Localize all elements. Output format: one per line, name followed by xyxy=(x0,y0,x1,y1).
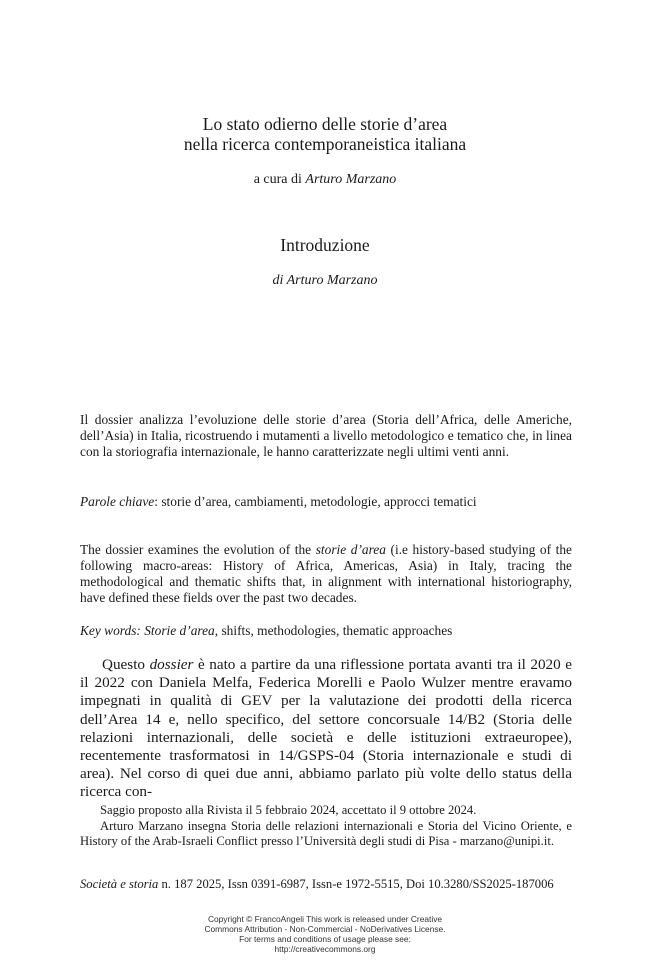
license-link[interactable]: http://creativecommons.org xyxy=(274,944,376,954)
body-text: è nato a partire da una riflessione portata avanti tra il 2020 e il 2022 con Daniela Melfa, Federica Morelli e Paolo Wulzer mentre eravamo impegnati in qualità di GEV per la valutazione dei prodotti della ricerca dell’Area 14 e, nello specifico, del settore concorsuale 14/B2 (Storia delle relazioni internazionali, delle società e delle istituzioni extraeuropee), recentemente trasformatosi in 14/GSPS-04 (Storia internazionale e studi di area). Nel corso di quei due anni, abbiamo parlato più volte dello status della ricerca con- xyxy=(80,656,572,801)
footnote xyxy=(80,803,572,850)
keywords-italian-values: : storie d’area, cambiamenti, metodologie, approcci tematici xyxy=(154,494,477,509)
curator-line xyxy=(0,172,650,188)
curator-name: Arturo Marzano xyxy=(305,172,397,187)
abstract-english-part2: (i.e history-based studying of the following macro-areas: History of Africa, Americas, Asia) in Italy, tracing the methodological and thematic shifts that, in alignment with international historiography, have defined these fields over the past two decades. xyxy=(80,542,572,605)
keywords-english-label: Key words: Storie d’area xyxy=(80,623,215,638)
license-line3: For terms and conditions of usage please see: xyxy=(239,934,411,944)
body-italic-word: dossier xyxy=(149,656,194,673)
keywords-english-values: , shifts, methodologies, thematic approaches xyxy=(214,623,453,638)
dossier-title-line2: nella ricerca contemporaneistica italiana xyxy=(183,134,467,154)
journal-citation xyxy=(80,877,572,892)
section-author: di Arturo Marzano xyxy=(272,273,378,288)
keywords-italian-label: Parole chiave xyxy=(80,494,155,509)
license-line2: Commons Attribution - Non-Commercial - NoDerivatives License. xyxy=(204,924,446,934)
footnote-line1: Saggio proposto alla Rivista il 5 febbraio 2024, accettato il 9 ottobre 2024. xyxy=(100,803,477,817)
license-line1: Copyright © FrancoAngeli This work is released under Creative xyxy=(207,914,443,924)
license-notice xyxy=(0,914,650,954)
abstract-english-italic: storie d’area xyxy=(315,542,386,557)
dossier-title-line1: Lo stato odierno delle storie d’area xyxy=(202,114,448,134)
footnote-line2: Arturo Marzano insegna Storia delle relazioni internazionali e Storia del Vicino Oriente, e History of the Arab-Israeli Conflict presso l’Università degli studi di Pisa - marzano@unipi.it. xyxy=(80,818,572,848)
body-paragraph xyxy=(80,656,572,802)
abstract-english xyxy=(80,542,572,606)
body-first-word: Questo xyxy=(102,656,150,673)
section-title: Introduzione xyxy=(280,235,370,255)
journal-name: Società e storia xyxy=(80,877,159,891)
journal-details: n. 187 2025, Issn 0391-6987, Issn-e 1972-5515, Doi 10.3280/SS2025-187006 xyxy=(158,877,554,891)
abstract-english-part1: The dossier examines the evolution of the xyxy=(80,542,316,557)
keywords-english xyxy=(80,623,572,639)
keywords-italian xyxy=(80,494,572,510)
abstract-italian: Il dossier analizza l’evoluzione delle storie d’area (Storia dell’Africa, delle Americhe, dell’Asia) in Italia, ricostruendo i mutamenti a livello metodologico e tematico che, in linea con la storiografia internazionale, le hanno caratterizzate negli ultimi venti anni. xyxy=(80,412,572,459)
curator-prefix: a cura di xyxy=(253,172,306,187)
dossier-title xyxy=(0,114,650,154)
